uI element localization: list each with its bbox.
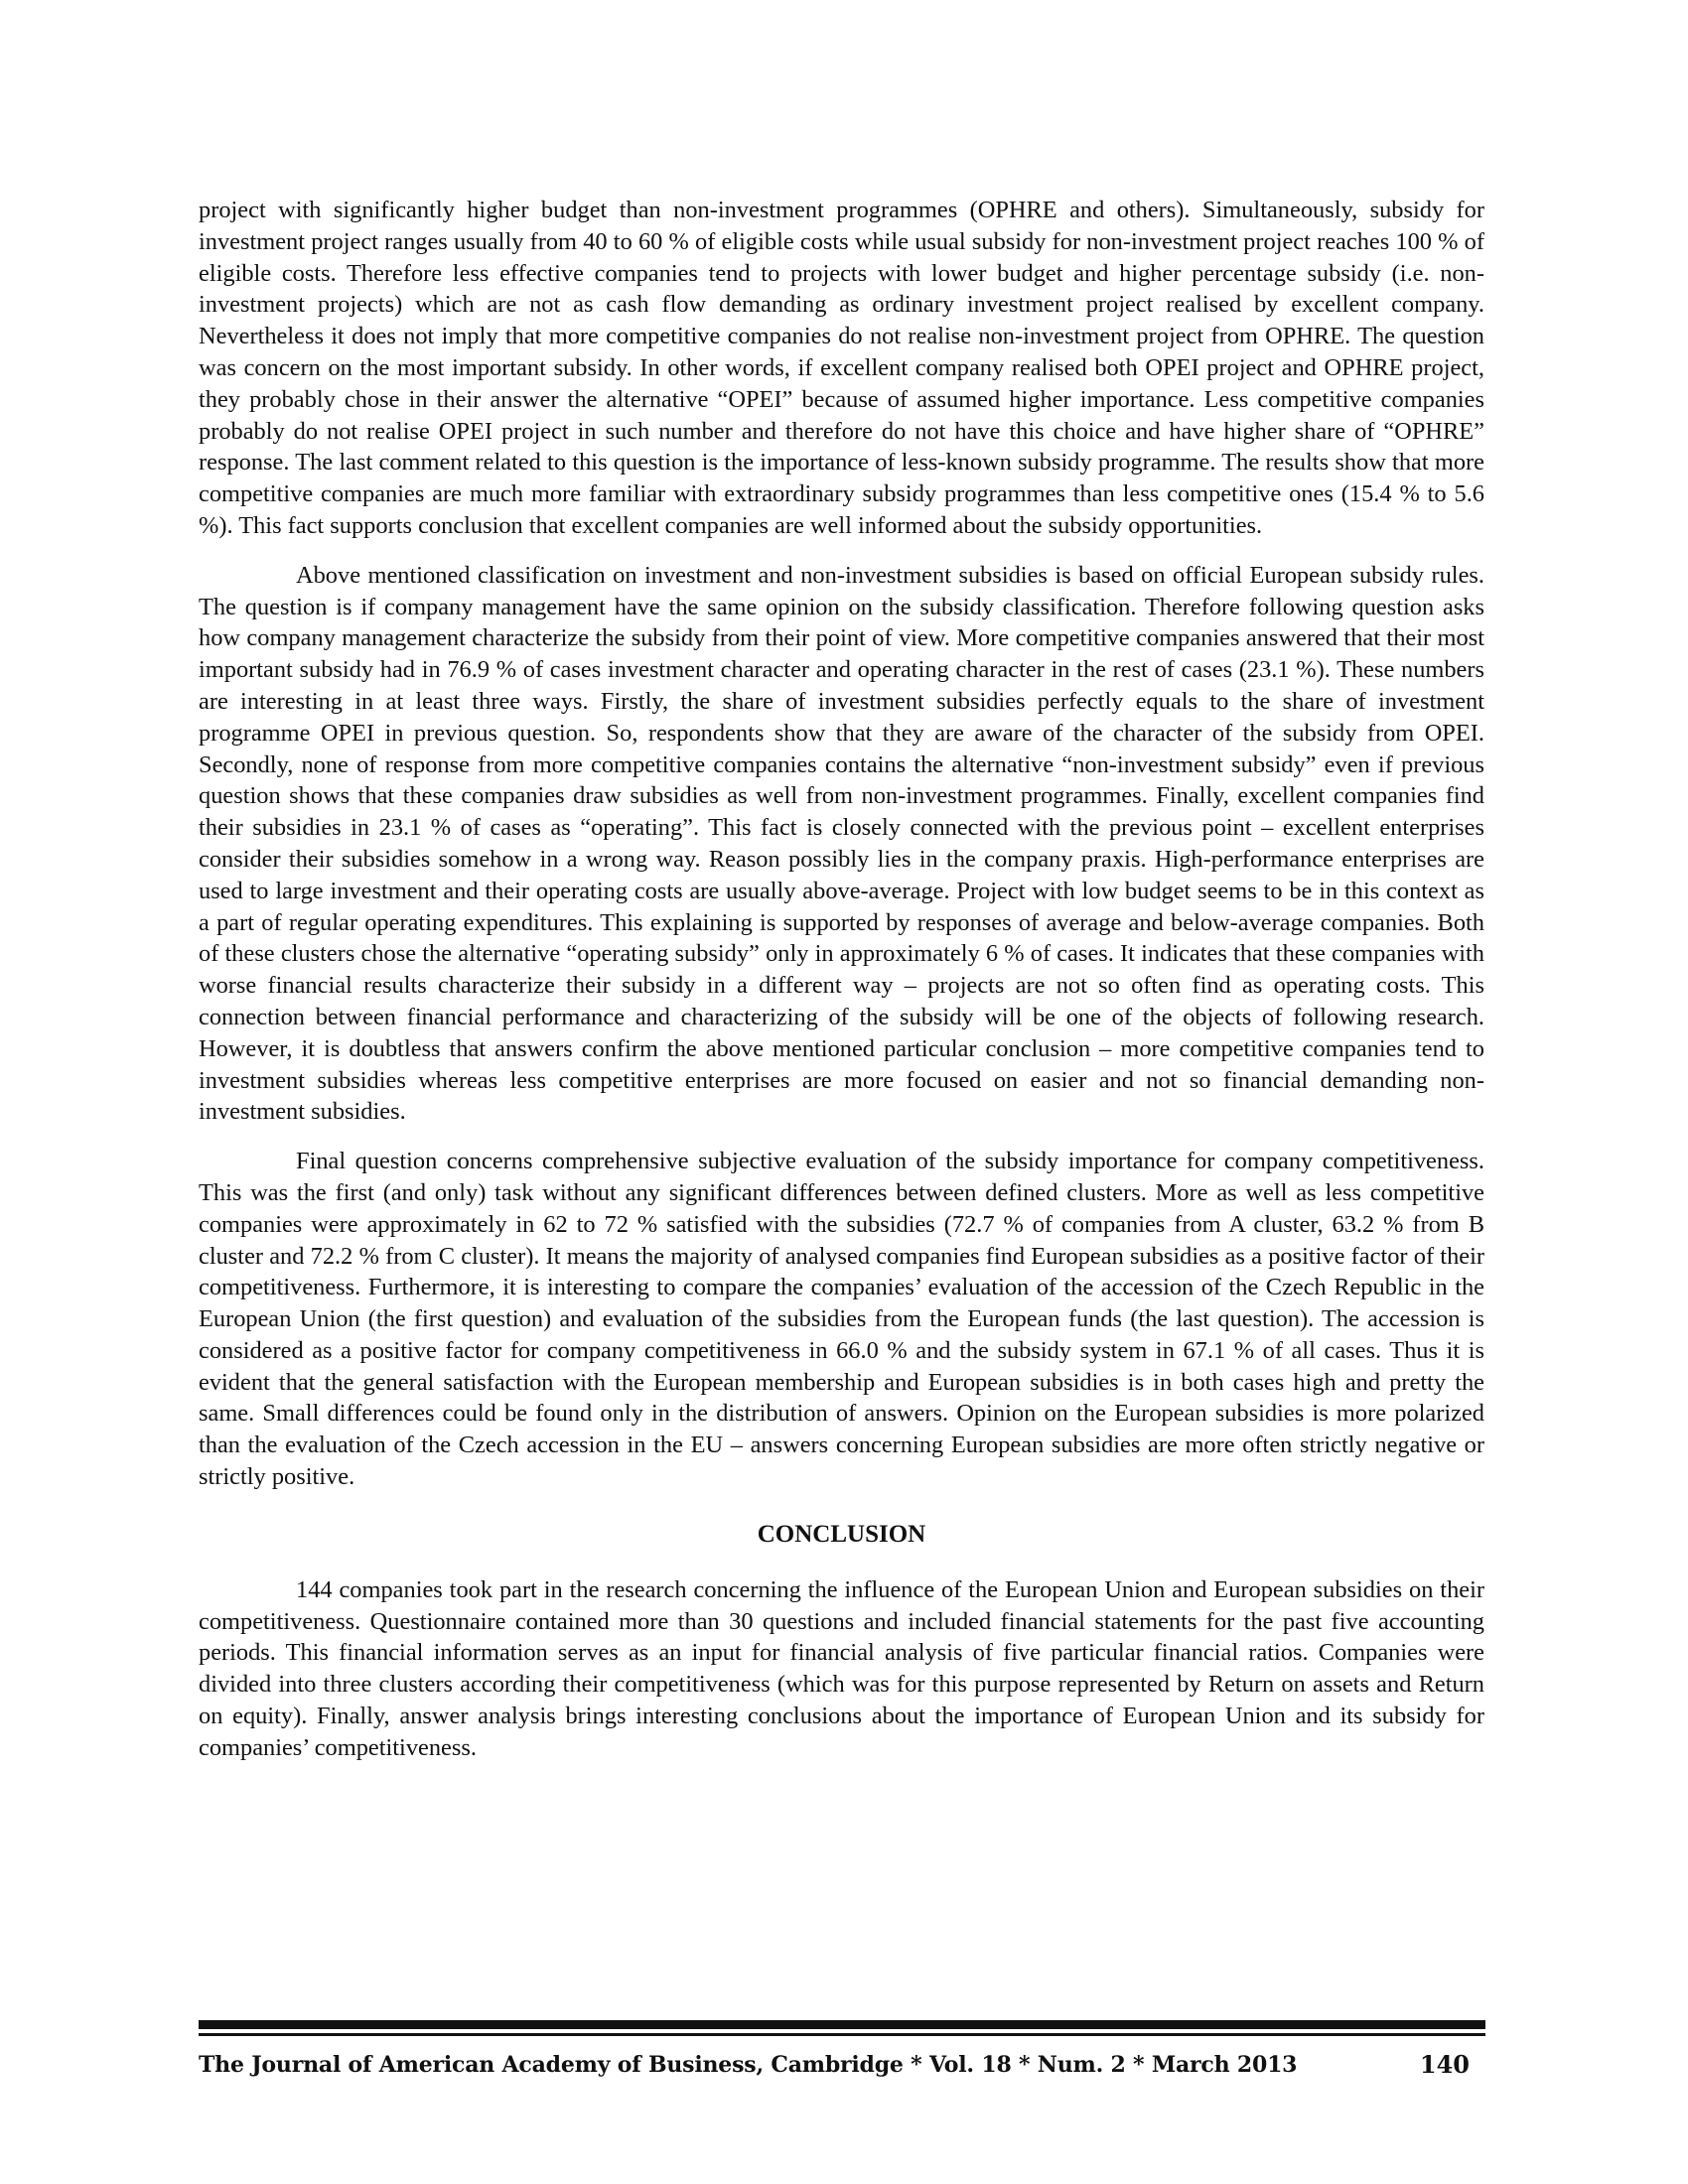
footer-divider: [199, 2020, 1485, 2036]
page-body: [199, 195, 1484, 1764]
body-paragraph-subsidy-classification: Above mentioned classification on investment and non-investment subsidies is based on official European subsidy rules. The question is if company management have the same opinion on the subsidy classification. Therefore following question asks how company management characterize the subsidy from their point of view. More competitive companies answered that their most important subsidy had in 76.9 % of cases investment character and operating character in the rest of cases (23.1 %). These numbers are interesting in at least three ways. Firstly, the share of investment subsidies perfectly equals to the share of investment programme OPEI in previous question. So, respondents show that they are aware of the character of the subsidy from OPEI. Secondly, none of response from more competitive companies contains the alternative “non-investment subsidy” even if previous question shows that these companies draw subsidies as well from non-investment programmes. Finally, excellent companies find their subsidies in 23.1 % of cases as “operating”. This fact is closely connected with the previous point – excellent enterprises consider their subsidies somehow in a wrong way. Reason possibly lies in the company praxis. High-performance enterprises are used to large investment and their operating costs are usually above-average. Project with low budget seems to be in this context as a part of regular operating expenditures. This explaining is supported by responses of average and below-average companies. Both of these clusters chose the alternative “operating subsidy” only in approximately 6 % of cases. It indicates that these companies with worse financial results characterize their subsidy in a different way – projects are not so often find as operating costs. This connection between financial performance and characterizing of the subsidy will be one of the objects of following research. However, it is doubtless that answers confirm the above mentioned particular conclusion – more competitive companies tend to investment subsidies whereas less competitive enterprises are more focused on easier and not so financial demanding non-investment subsidies.: [199, 561, 1484, 1126]
body-paragraph-final-question: Final question concerns comprehensive subjective evaluation of the subsidy importance for company competitiveness. This was the first (and only) task without any significant differences between defined clusters. More as well as less competitive companies were approximately in 62 to 72 % satisfied with the subsidies (72.7 % of companies from A cluster, 63.2 % from B cluster and 72.2 % from C cluster). It means the majority of analysed companies find European subsidies as a positive factor of their competitiveness. Furthermore, it is interesting to compare the companies’ evaluation of the accession of the Czech Republic in the European Union (the first question) and evaluation of the subsidies from the European funds (the last question). The accession is considered as a positive factor for company competitiveness in 66.0 % and the subsidy system in 67.1 % of all cases. Thus it is evident that the general satisfaction with the European membership and European subsidies is in both cases high and pretty the same. Small differences could be found only in the distribution of answers. Opinion on the European subsidies is more polarized than the evaluation of the Czech accession in the EU – answers concerning European subsidies are more often strictly negative or strictly positive.: [199, 1148, 1484, 1491]
footer-rule-thin: [199, 2033, 1485, 2036]
page-number: 140: [1419, 2050, 1470, 2079]
paragraph-gap: [199, 1128, 1484, 1146]
journal-citation: The Journal of American Academy of Business, Cambridge * Vol. 18 * Num. 2 * March 2013: [199, 2052, 1298, 2078]
conclusion-paragraph: 144 companies took part in the research concerning the influence of the European Union and European subsidies on their competitiveness. Questionnaire contained more than 30 questions and included financial statements for the past five accounting periods. This financial information serves as an input for financial analysis of five particular financial ratios. Companies were divided into three clusters according their competitiveness (which was for this purpose represented by Return on assets and Return on equity). Finally, answer analysis brings interesting conclusions about the importance of European Union and its subsidy for companies’ competitiveness.: [199, 1575, 1484, 1761]
body-paragraph-continued: project with significantly higher budget than non-investment programmes (OPHRE and others). Simultaneously, subsidy for investment project ranges usually from 40 to 60 % of eligible costs while usual subsidy for non-investment project reaches 100 % of eligible costs. Therefore less effective companies tend to projects with lower budget and higher percentage subsidy (i.e. non-investment projects) which are not as cash flow demanding as ordinary investment project realised by excellent company. Nevertheless it does not imply that more competitive companies do not realise non-investment project from OPHRE. The question was concern on the most important subsidy. In other words, if excellent company realised both OPEI project and OPHRE project, they probably chose in their answer the alternative “OPEI” because of assumed higher importance. Less competitive companies probably do not realise OPEI project in such number and therefore do not have this choice and have higher share of “OPHRE” response. The last comment related to this question is the importance of less-known subsidy programme. The results show that more competitive companies are much more familiar with extraordinary subsidy programmes than less competitive ones (15.4 % to 5.6 %). This fact supports conclusion that excellent companies are well informed about the subsidy opportunities.: [199, 197, 1484, 539]
section-heading-conclusion: CONCLUSION: [757, 1520, 926, 1548]
paragraph-gap: [199, 542, 1484, 560]
footer-rule-thick: [199, 2020, 1485, 2029]
